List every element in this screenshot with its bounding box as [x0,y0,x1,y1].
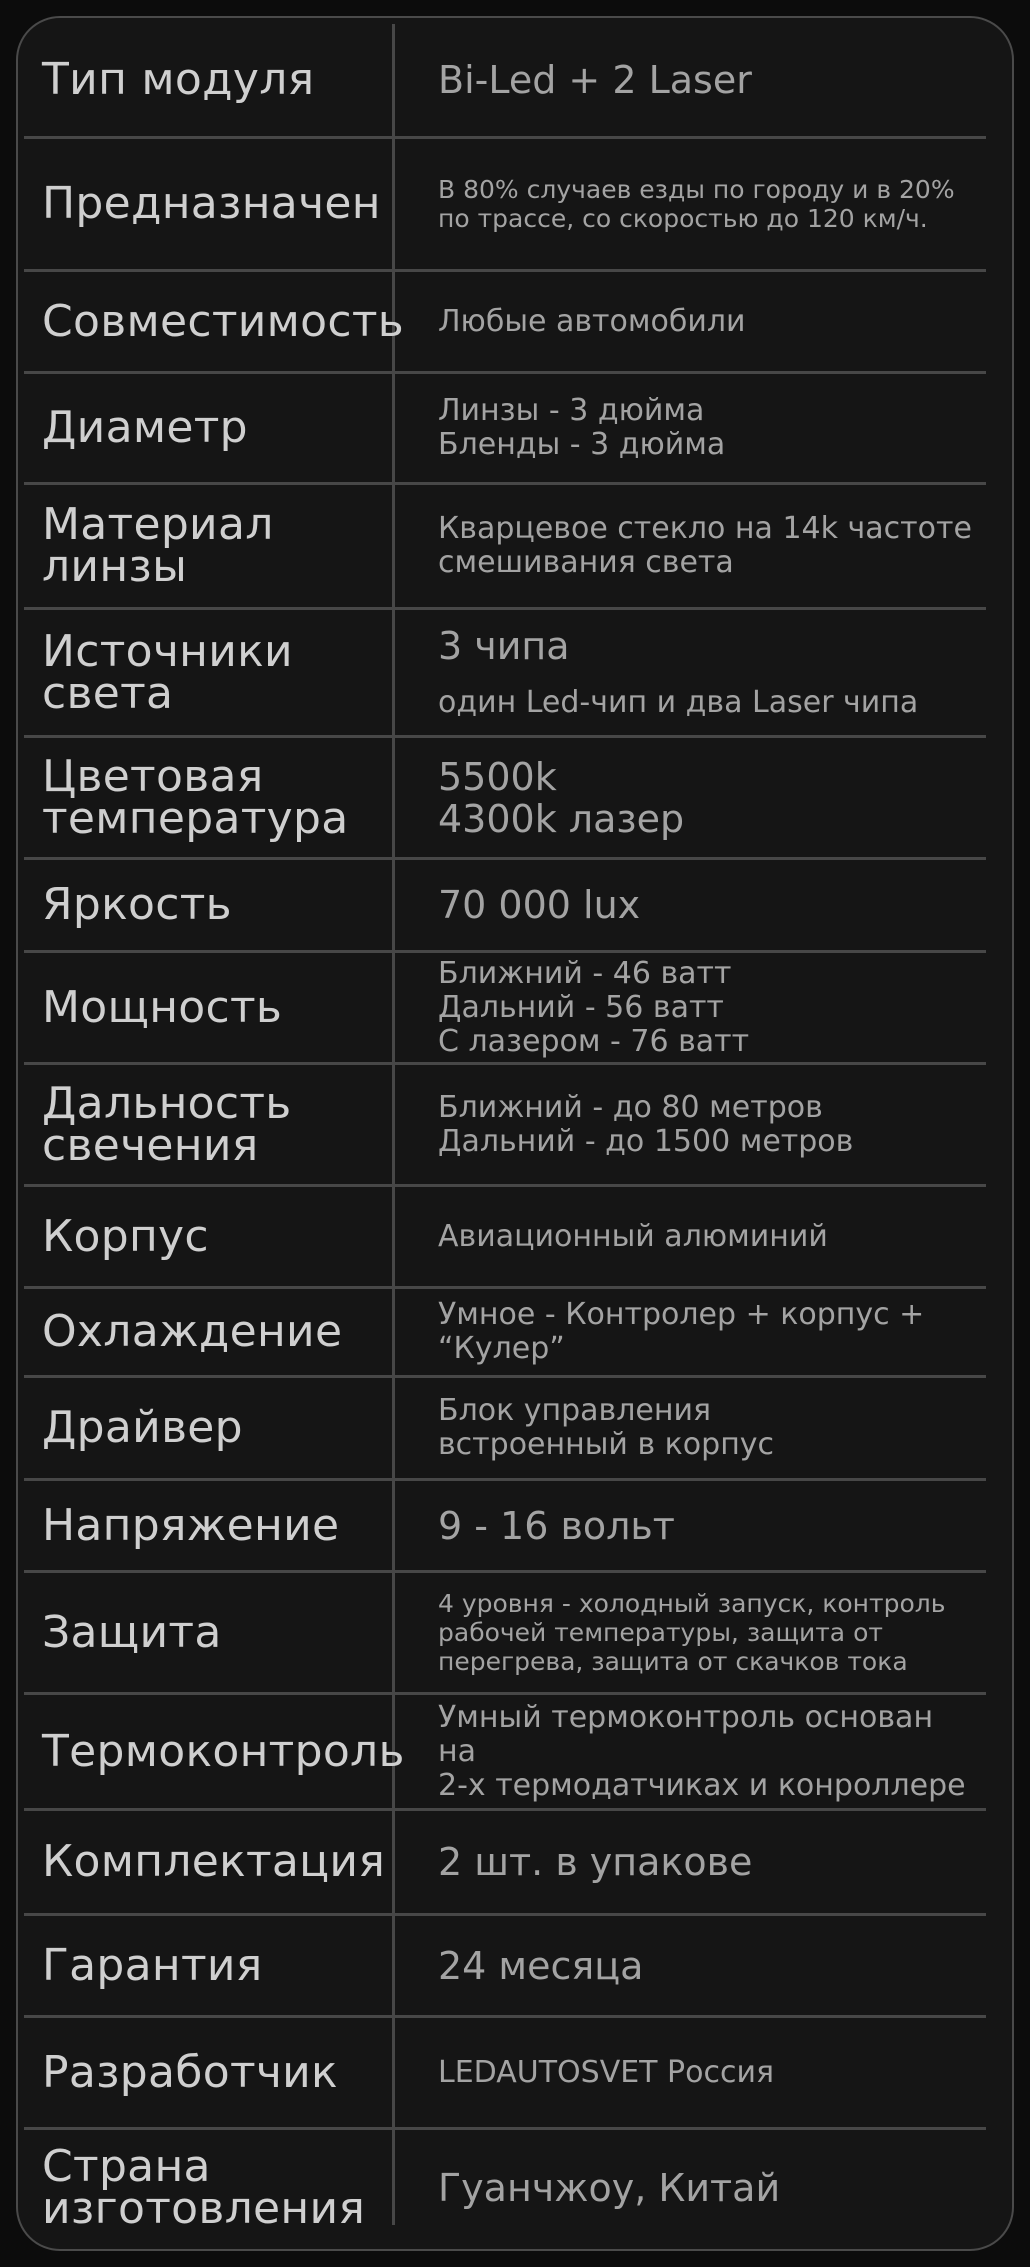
spec-value-detail: один Led-чип и два Laser чипа [438,685,919,720]
spec-value: 70 000 lux [438,883,641,927]
spec-row-protection [24,1573,986,1695]
spec-value: 24 месяца [438,1943,644,1988]
spec-value: 3 чипа [438,624,570,668]
spec-label: Диаметр [42,402,248,453]
spec-label: Термоконтроль [42,1725,405,1777]
spec-label: Предназначен [42,178,381,229]
spec-row-brightness [24,860,986,953]
spec-row-lens-material [24,485,986,610]
spec-row-voltage [24,1481,986,1573]
spec-row-thermal-control [24,1695,986,1811]
spec-row-driver [24,1378,986,1481]
spec-value: 5500k 4300k лазер [438,754,685,841]
spec-row-module-type [24,24,986,139]
spec-row-warranty [24,1916,986,2018]
spec-row-diameter [24,374,986,485]
spec-value: Любые автомобили [438,303,746,339]
spec-value: Ближний - 46 ватт Дальний - 56 ватт С лазером - 76 ватт [438,955,750,1059]
spec-label: Страна изготовления [42,2140,366,2234]
spec-label: Цветовая температура [42,750,349,844]
spec-row-cooling [24,1289,986,1378]
spec-label: Источники света [42,625,293,719]
spec-label: Корпус [42,1210,209,1262]
spec-value-group [404,606,986,739]
spec-row-housing [24,1187,986,1289]
spec-label: Напряжение [42,1499,340,1551]
spec-row-package [24,1811,986,1916]
spec-value: В 80% случаев езды по городу и в 20% по трассе, со скоростью до 120 км/ч. [438,175,955,233]
spec-value: Линзы - 3 дюйма Бленды - 3 дюйма [438,393,726,462]
spec-row-power [24,953,986,1065]
spec-row-light-sources [24,610,986,738]
spec-row-color-temperature [24,738,986,860]
spec-label: Драйвер [42,1402,243,1453]
spec-label: Защита [42,1606,222,1658]
spec-value: Гуанчжоу, Китай [438,2165,781,2210]
spec-label: Гарантия [42,1939,263,1991]
spec-value: Авиационный алюминий [438,1218,828,1254]
spec-value: 9 - 16 вольт [438,1503,675,1548]
spec-row-country [24,2130,986,2245]
spec-row-developer [24,2018,986,2130]
spec-table [24,24,986,2245]
spec-value: Bi-Led + 2 Laser [438,58,752,102]
spec-label: Комплектация [42,1836,386,1887]
spec-value: Умное - Контролер + корпус + “Кулер” [438,1297,925,1366]
spec-value: Умный термоконтроль основан на 2-х термодатчиках и конроллере [438,1699,966,1803]
spec-value: 2 шт. в упакове [438,1840,753,1884]
spec-label: Дальность свечения [42,1077,292,1171]
spec-value: LEDAUTOSVET Россия [438,2054,775,2090]
spec-label: Совместимость [42,295,405,347]
spec-label: Охлаждение [42,1306,343,1357]
spec-label: Материал линзы [42,499,274,592]
spec-label: Яркость [42,879,232,930]
spec-row-purpose [24,139,986,272]
spec-value: Кварцевое стекло на 14k частоте смешивания света [438,511,972,580]
spec-value: 4 уровня - холодный запуск, контроль рабочей температуры, защита от перегрева, защита от скачков тока [438,1589,946,1676]
spec-value: Ближний - до 80 метров Дальний - до 1500 метров [438,1089,854,1159]
spec-label: Разработчик [42,2046,338,2098]
spec-label: Тип модуля [42,54,315,105]
spec-value: Блок управления встроенный в корпус [438,1393,775,1462]
spec-label: Мощность [42,981,283,1033]
spec-row-light-range [24,1065,986,1187]
spec-row-compatibility [24,272,986,374]
